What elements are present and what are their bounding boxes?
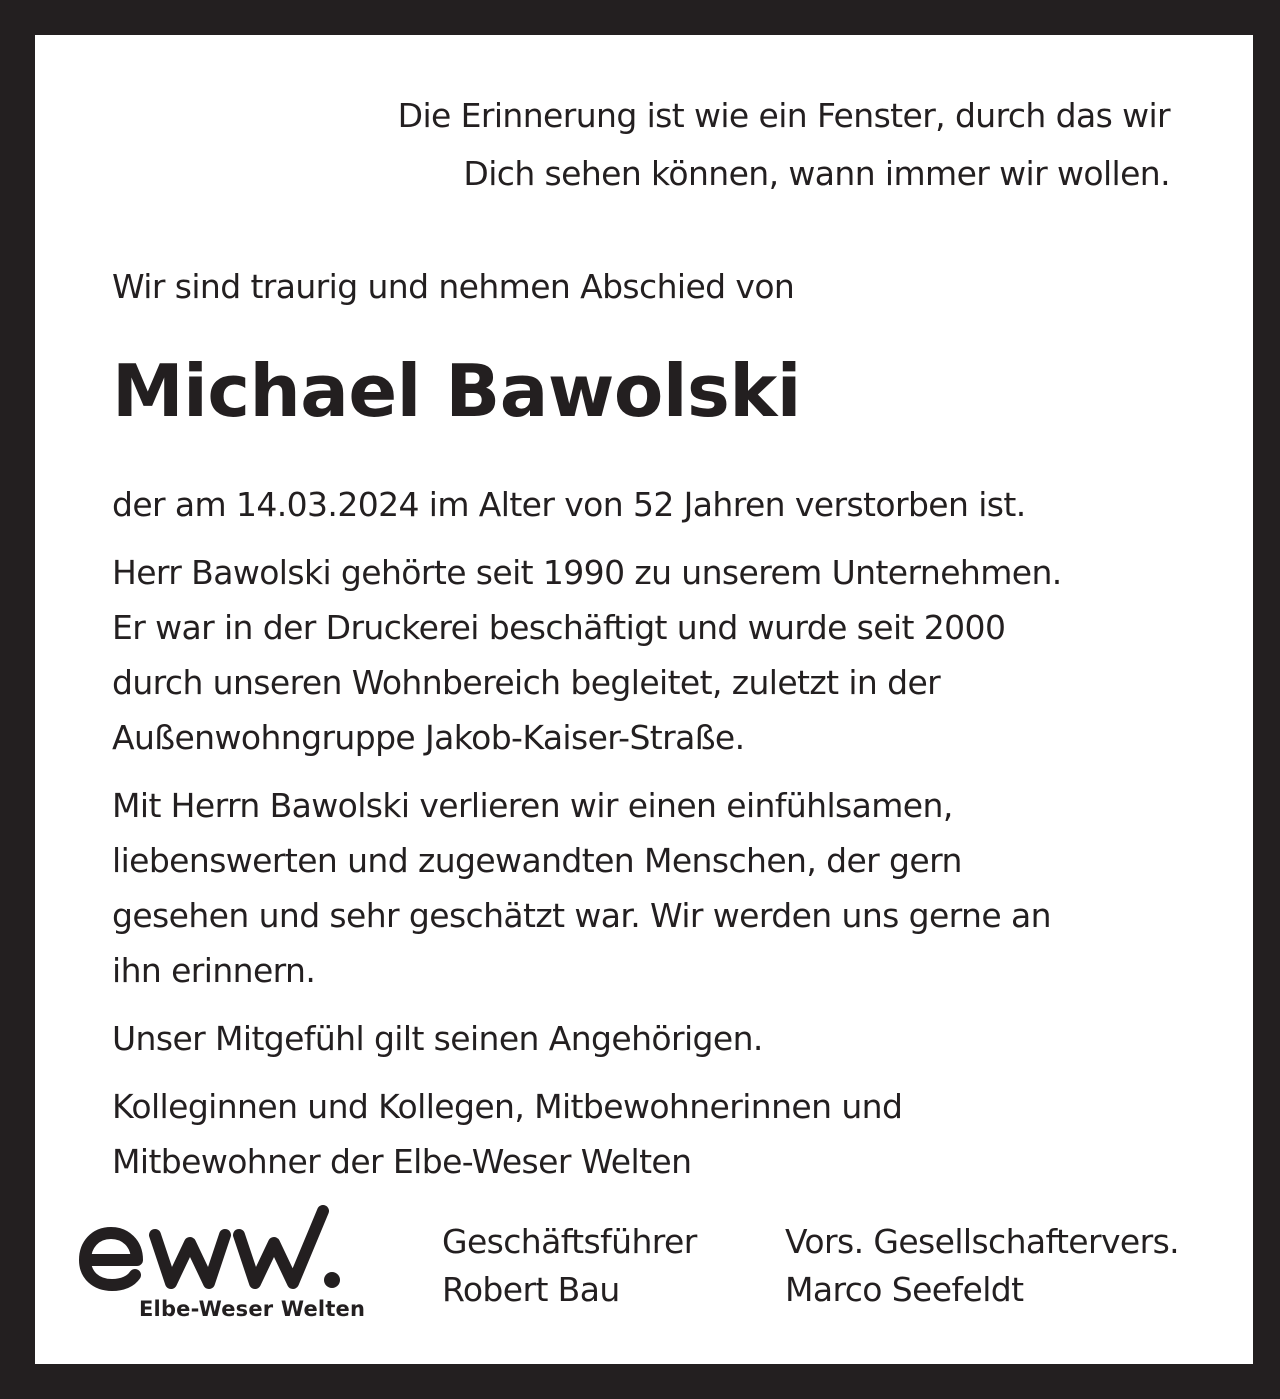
quote-line: Dich sehen können, wann immer wir wollen. bbox=[463, 154, 1170, 193]
signature-chairman bbox=[785, 1218, 1179, 1314]
paragraph-mourners bbox=[112, 1079, 1222, 1189]
eww-logo bbox=[79, 1205, 399, 1335]
memorial-quote bbox=[398, 87, 1170, 203]
logo-subtitle: Elbe-Weser Welten bbox=[139, 1297, 366, 1321]
text-line: Unser Mitgefühl gilt seinen Angehörigen. bbox=[112, 1019, 763, 1058]
signature-role: Geschäftsführer bbox=[442, 1222, 697, 1261]
text-line: durch unseren Wohnbereich begleitet, zuletzt in der bbox=[112, 663, 941, 702]
signature-name: Robert Bau bbox=[442, 1270, 620, 1309]
intro-text: Wir sind traurig und nehmen Abschied von bbox=[112, 267, 795, 306]
text-line: der am 14.03.2024 im Alter von 52 Jahren verstorben ist. bbox=[112, 485, 1026, 524]
quote-line: Die Erinnerung ist wie ein Fenster, durch das wir bbox=[397, 96, 1170, 135]
eww-logo-icon bbox=[79, 1205, 349, 1295]
signature-managing-director bbox=[442, 1218, 697, 1314]
obituary-body bbox=[112, 477, 1222, 1202]
text-line: Außenwohngruppe Jakob-Kaiser-Straße. bbox=[112, 718, 745, 757]
text-line: Mitbewohner der Elbe-Weser Welten bbox=[112, 1142, 692, 1181]
text-line: Kolleginnen und Kollegen, Mitbewohnerinnen und bbox=[112, 1087, 903, 1126]
text-line: liebenswerten und zugewandten Menschen, der gern bbox=[112, 841, 962, 880]
deceased-name: Michael Bawolski bbox=[112, 349, 801, 433]
paragraph-death-date bbox=[112, 477, 1222, 532]
text-line: ihn erinnern. bbox=[112, 951, 316, 990]
signature-role: Vors. Gesellschaftervers. bbox=[785, 1222, 1180, 1261]
paragraph-condolence bbox=[112, 1011, 1222, 1066]
text-line: Mit Herrn Bawolski verlieren wir einen einfühlsamen, bbox=[112, 786, 953, 825]
paragraph-biography bbox=[112, 545, 1222, 765]
obituary-notice bbox=[35, 35, 1253, 1364]
text-line: Herr Bawolski gehörte seit 1990 zu unserem Unternehmen. bbox=[112, 553, 1062, 592]
text-line: Er war in der Druckerei beschäftigt und wurde seit 2000 bbox=[112, 608, 1006, 647]
signature-name: Marco Seefeldt bbox=[785, 1270, 1024, 1309]
text-line: gesehen und sehr geschätzt war. Wir werden uns gerne an bbox=[112, 896, 1051, 935]
paragraph-tribute bbox=[112, 778, 1222, 998]
